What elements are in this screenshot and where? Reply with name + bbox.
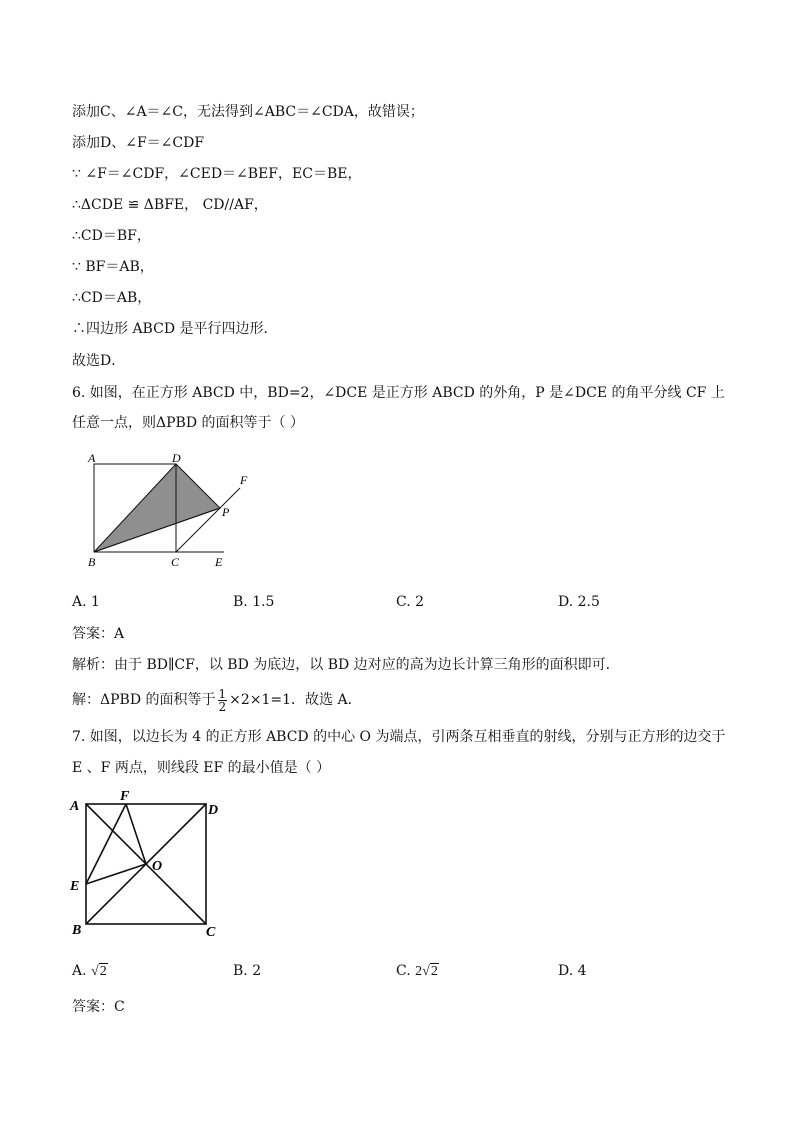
q7-option-c-expr: 2√2: [415, 964, 438, 979]
q7-option-c-radicand: 2: [430, 964, 438, 979]
q6-figure: [80, 452, 260, 572]
q7-stem-line-2: E 、F 两点，则线段 EF 的最小值是（ ）: [72, 760, 331, 776]
q6-option-a: A. 1: [72, 594, 100, 610]
q7-label-o: O: [152, 859, 163, 874]
q7-option-d: D. 4: [558, 963, 587, 979]
q6-label-f: F: [240, 473, 248, 487]
q7-option-a-letter: A.: [72, 963, 87, 979]
q6-label-a: A: [88, 452, 96, 465]
q7-label-a: A: [70, 799, 80, 814]
q7-option-c-coef: 2: [415, 964, 423, 979]
q7-option-a-sqrt: √2: [91, 964, 107, 979]
proof-line-7: ∴CD＝AB，: [72, 290, 152, 306]
q7-label-c: C: [206, 925, 216, 940]
q6-label-d: D: [172, 452, 181, 465]
q6-solution-prefix: 解：ΔPBD 的面积等于: [72, 692, 216, 708]
q7-option-c: [396, 961, 439, 982]
q7-label-b: B: [72, 923, 82, 938]
q6-option-c: C. 2: [396, 594, 425, 610]
q6-label-c: C: [171, 555, 180, 569]
q6-fraction-denominator: 2: [218, 699, 227, 714]
q6-solution-suffix: ×2×1=1．故选 A．: [229, 692, 362, 708]
q6-option-b: B. 1.5: [233, 594, 275, 610]
q6-fraction-numerator: 1: [218, 686, 227, 701]
proof-line-1: 添加C、∠A＝∠C，无法得到∠ABC＝∠CDA，故错误；: [72, 104, 424, 120]
q6-shaded-triangle: [94, 464, 220, 552]
q6-label-b: B: [88, 555, 96, 569]
q7-option-a-radicand: 2: [99, 964, 107, 979]
proof-line-4: ∴ΔCDE ≌ ΔBFE， CD//AF，: [72, 197, 268, 213]
q6-label-p: P: [222, 505, 230, 519]
q6-option-d: D. 2.5: [558, 594, 600, 610]
q7-label-f: F: [120, 789, 130, 804]
q6-analysis: 解析：由于 BD∥CF，以 BD 为底边，以 BD 边对应的高为边长计算三角形的面积即可．: [72, 657, 620, 673]
proof-line-9: 故选D．: [72, 353, 126, 369]
q7-stem-line-1: 7. 如图，以边长为 4 的正方形 ABCD 的中心 O 为端点，引两条互相垂直的射线，分别与正方形的边交于: [72, 729, 726, 745]
q6-fraction: [218, 688, 228, 713]
q7-option-b: B. 2: [233, 963, 262, 979]
q6-label-e: E: [215, 555, 223, 569]
q7-figure: [66, 788, 232, 942]
proof-line-3: ∵ ∠F＝∠CDF，∠CED＝∠BEF，EC＝BE，: [72, 166, 362, 182]
q7-label-e: E: [70, 879, 80, 894]
q6-stem-line-1: 6. 如图，在正方形 ABCD 中，BD=2，∠DCE 是正方形 ABCD 的外角，P 是∠DCE 的角平分线 CF 上: [72, 385, 725, 401]
q7-option-c-letter: C.: [396, 963, 411, 979]
q7-label-d: D: [208, 803, 219, 818]
q6-answer: 答案：A: [72, 626, 125, 642]
q7-option-a: [72, 961, 108, 982]
proof-line-2: 添加D、∠F＝∠CDF: [72, 135, 205, 151]
q7-answer: 答案：C: [72, 999, 125, 1015]
proof-line-8: ∴四边形 ABCD 是平行四边形．: [72, 321, 278, 337]
proof-line-6: ∵ BF＝AB，: [72, 259, 154, 275]
proof-line-5: ∴CD＝BF，: [72, 228, 151, 244]
q6-solution: [72, 686, 362, 714]
q6-stem-line-2: 任意一点，则ΔPBD 的面积等于（ ）: [72, 415, 304, 431]
